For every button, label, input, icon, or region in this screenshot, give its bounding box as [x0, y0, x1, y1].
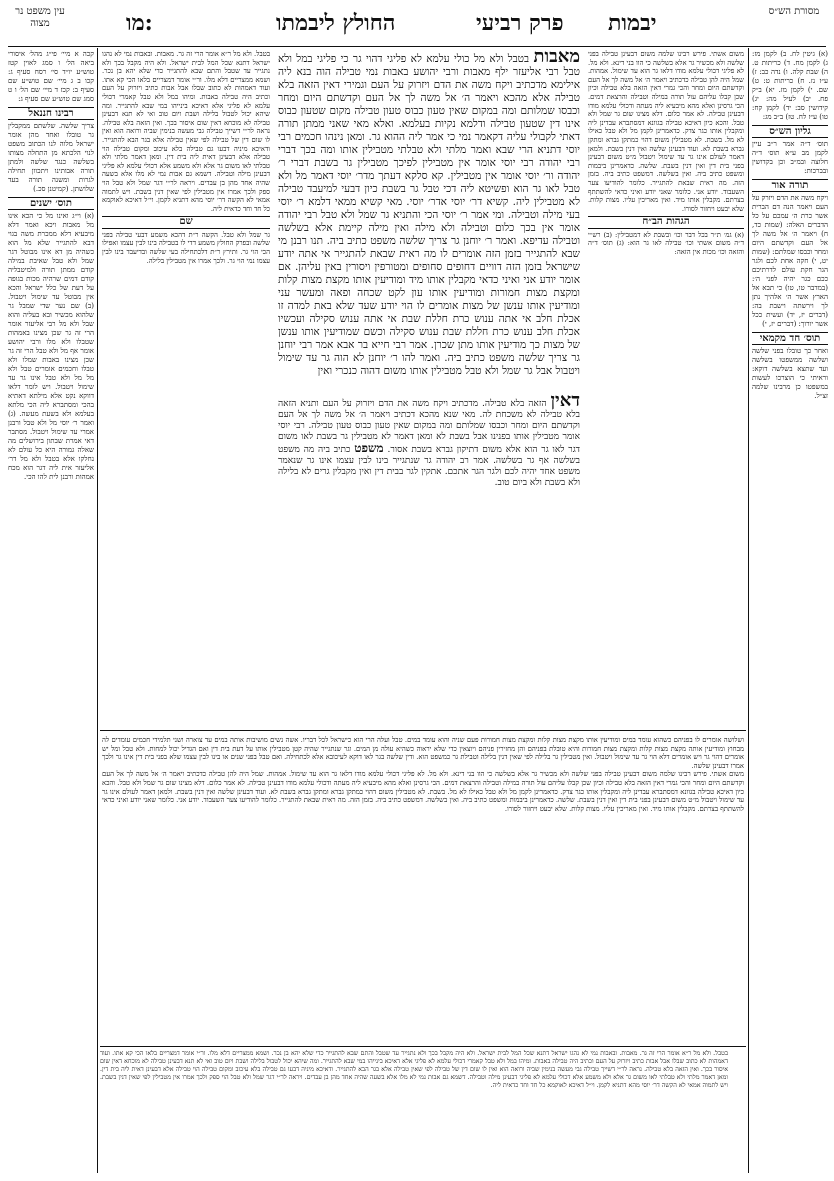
gemara-intro-word: מאבות: [533, 50, 580, 67]
gilyon-title: גליון הש״ס: [752, 125, 828, 138]
hagahot-text: (א) גמ׳ ת״ר בכל דבר וכו׳ ובשבת לא דמטבילין: (ב) רש״י ד״ה משום אשתי וכו׳ טבילה לאו גר הוא: (ג) תוס׳ ד״ה והזאה וכו׳ מכות אין הזאה:: [588, 230, 744, 257]
rishonim-title: תוס׳ חד מקמאי: [752, 332, 828, 345]
page-number: מו:: [126, 10, 153, 36]
mishpat-label: משפט: [354, 441, 384, 455]
tosafot-yeshanim-title: תוס׳ ישנים: [8, 197, 94, 210]
rishonim-text: ואחר כך טובלו בפני שלשה ושלשה ממשפטו בשלשה ועד שתצא בשלשה דוקא: וראיתי כי הוצרכו לעשות במשפטו כן מרבינו שלמה זצ״ל.: [752, 347, 828, 400]
mishpat-text: כתיב ביה מה משפט בשלשה אף גר בשלשה. אמר רב יהודה גר שנתגייר בינו לבין עצמו אינו גר שנאמר משפט אחד יהיה לכם ולגר הגר אתכם. אתקין לגר בבית דין ואין מקבלין גרים לא בלילה ולא בשבת ולא ביום טוב.: [278, 445, 580, 488]
right-margin-column: [752, 50, 828, 1050]
bottom-commentary: [102, 736, 744, 1046]
tosafot-column: [102, 50, 270, 725]
gilyon-text: תוס׳ ד״ה אמר ר״ב עיין לקמן מב ע״א תוס׳ ד״ה חלוצה ובמ״ב וכן בקדושין ובברכות:: [752, 140, 828, 175]
gemara-lower-lead: דאין: [550, 395, 580, 411]
footer-notes-text: בטבל. ולא מל ר״א אומר הרי זה גר. מאבות. ובאבות נמי לא נהגו ישראל דתנא שכל המל לבית ישראל. ולא היה מקבל בכך ולא נתגייר עד שטבל והתם שבא להתגייר כדי שלא יהא בן נכר. ושמא ממצריים דלא מלו. ור״י אומר דמצריים בלאו הכי קא אתו. ועוד דאמהות לא כתוב שבלו אבל אבות כתיב ויזרוק על העם וכתיב היה טבילה באבות. ומיהו במל ולא טבל קאמרי דכולי עלמא לא פליגי אלא דאיכא בינייהו במי שבא להתגייר. ומה שיהא יכול לטבול בלילה ושבת ויום טוב ואי לא תנא דבעינן טבילה לא מוכחא דאין שום איסור בכך. ואין הזאה בלא טבילה. נראה לר״י דשייך טבילה גבי מעשה בנימין שביה ורואה הוא ואין לו שום דין של טבילה לפי שאין טבילה אלא בגר הבא להתגייר. ודאיכא מיניה דבעו גם טבילה בלא עיכוב ומקום טבילה הוי טבילה אלא דבעינן דאית ליה בית דין. ומאן דאמר מלתי ולא טבלתי לאו משום גר אלא ולא משמע אלא דכולי עלמא לא פליגי דבעינן מילה וטבילה. דשמא גם אבות נמי לא מלו אלא בשעה שהיה אחד מהן בן עבדים. ויראה לר״י דגר שמל ולא טבל הוי ספק ולכך אמרו אין מטבילין לפי שאין דנין בשבת. ויש לתמוה אמאי לא הקשה דר׳ יוסי מהא דתניא לקמן. וי״ל דאיכא לאוקמא כל חד וחד כדאית ליה.: [100, 1050, 728, 1089]
hagahot-title: הגהות הב״ח: [588, 216, 744, 229]
tosafot-second-title: שם: [102, 216, 270, 229]
footer-divider: [100, 1046, 746, 1047]
torah-or-text: ויקח משה את הדם ויזרק על העם ויאמר הנה דם הברית אשר כרת ה׳ עמכם על כל הדברים האלה: (שמות כד, ח) ויאמר ה׳ אל משה לך אל העם וקדשתם היום ומחר וכבסו שמלתם: (שמות יט, י) חקה אחת לכם ולגר הגר חקת עולם לדרתיכם ככם כגר יהיה לפני ה׳: (במדבר טו, טו) כי תבא אל הארץ אשר ה׳ אלהיך נתן לך וירשתה וישבת בה: (דברים יז, יד) ועשית ככל אשר יורוך: (דברים יז, י): [752, 194, 828, 328]
right-margin-divider: [748, 48, 749, 1173]
tosafot-second-text: גר שמל ולא טבל. הקשה ר״ת דהכא משמע דבעי טבילה בפני שלשה ובפרק החולץ משמע דדי לו בטבילה בינו לבין עצמו ואפילו הכי הוי גר. ותירץ ר״ת דלכתחילה בעי שלשה ובדיעבד בינו לבין עצמו נמי הוי גר. ולכך אמרו אין מטבילין בלילה.: [102, 230, 270, 265]
rashi-column: [588, 50, 744, 730]
left-margin-divider: [97, 48, 98, 1173]
perek-label: פרק רביעי: [476, 10, 564, 36]
torah-or-title: תורה אור: [752, 179, 828, 192]
tractate-name: יבמות: [608, 10, 657, 36]
mesorat-text: (א) גיטין לח. ב) לקמן מז: ג) לקמן מח. ד) כריתות ט. ה) שבת קלה. ו) נדה כב: ז) ע״ז נז. ח) כריתות ט: ט) שם. י) לקמן מז. יא) ב״ק פח. יב) לעיל מה: יג) קידושין סב: יד) לקמן קח: טו) ע״ז לח. טז) ב״ב מג:: [752, 50, 828, 121]
rabbeinu-chananel-title: רבינו חננאל: [8, 107, 94, 120]
page-header: [8, 6, 826, 47]
bottom-commentary-rashi-cont: משום אשתי. פירש רבינו שלמה משום דבעינן טבילה בפני שלשה ולא מכשיר גר אלא בשלשה כי הוו בני דינא. ולא מל. לא פליגי דכולי עלמא מודו דלאו גר הוא עד שימול. אמהות. שמל היה להן טבילה כדכתיב ויאמר ה׳ אל משה לך אל העם וקדשתם היום ומחר והכי גמרי דאין הזאה בלא טבילה וכיון שכן קבלו עליהם עול תורה במילה וטבילה והרצאת דמים. הכי גרסינן ואלא מהא מיבעיא ליה מעתה ודכולי עלמא מודו דבעינן טבילה. לא אמר כלום. דלא מצינו שום גר שמל ולא טבל. והכא כיון דאיכא טבילה בגוונא דמסתברא עבדינן ליה ומקבלין אותו כגר צדק. כדאמרינן לקמן מל ולא טבל כאילו לא מל. בשבת. לא מטבילין משום דהוי כמתקן גברא ומתקן גברא בשבת לא. ועוד דבעינן שלשה ואין דנין בשבת. ולמאן דאמר לעולם אינו גר עד שימול ויטבול מ״ט משום דבעינן בפני בית דין ואין דנין בשבת. שלשה. כדאמרינן ביבמות ומשפט כתיב ביה. ואין בשלשה. דמשפט כתיב ביה. בזמן הזה. מה ראית שבאת להתגייר. כלומר להודיעו צער השעבוד. יודע אני. כלומר שאני יודע ואיני כדאי להשתתף בצרתם. מקבלין אותו מיד. ואין מאריכין עליו. מצות קלות. שלא יבעט ויחזור לסורו.: [102, 770, 744, 813]
bottom-commentary-text: ושלושה אומרים לו בפניהם כשהוא עומד במים ומודיעין אותו מקצת מצות קלות ומקצת מצות חמורות פעם שניה והוא עומד במים. טבל ועלה הרי הוא כישראל לכל דבריו. אשה נשים מושיבות אותה במים עד צוארה ושני תלמידי חכמים עומדים לה מבחוץ ומודיעין אותה מקצת מצות קלות ומקצת מצות חמורות והיא טובלת בפניהם והן מחזירין פניהם ויוצאין כדי שלא יראוה כשהיא עולה מן המים. וגר שנתגייר שהיה קטן מטבילין אותו על דעת בית דין ואם הגדיל יכול למחות. ולא טבל ומל יש אומרים דהוי גר ויש אומרים דלא הוי גר עד שימול ויטבול. ואין מטבילין גר בלילה לפי שאין דנין בלילה וטבילת גר כמשפט הוא. ודין שלשה בגר לאו דוקא לעיכובא אלא לכתחילה. ואם טבל בפני שנים או בינו לבין עצמו שלא בפני בית דין אינו גר ולכך אמרו דבעינן שלשה.: [102, 736, 744, 770]
gemara-lower: [278, 395, 580, 720]
chapter-name: החולץ ליבמתו: [276, 10, 396, 36]
left-margin-column: [8, 50, 94, 1050]
tosafot-text: בטבל. ולא מל ר״א אומר הרי זה גר. מאבות. ובאבות נמי לא נהגו ישראל דתנא שכל המל לבית ישראל. ולא היה מקבל בכך ולא נתגייר עד שטבל והתם שבא להתגייר כדי שלא יהא בן נכר. ושמא ממצריים דלא מלו. ור״י אומר דמצריים בלאו הכי קא אתו. ועוד דאמהות לא כתוב שבלו אבל אבות כתיב ויזרוק על העם וכתיב היה טבילה באבות. ומיהו במל ולא טבל קאמרי דכולי עלמא לא פליגי אלא דאיכא בינייהו במי שבא להתגייר. ומה שיהא יכול לטבול בלילה ושבת ויום טוב ואי לא תנא דבעינן טבילה לא מוכחא דאין שום איסור בכך. ואין הזאה בלא טבילה. נראה לר״י דשייך טבילה גבי מעשה בנימין שביה ורואה הוא ואין לו שום דין של טבילה לפי שאין טבילה אלא בגר הבא להתגייר. ודאיכא מיניה דבעו גם טבילה בלא עיכוב ומקום טבילה הוי טבילה אלא דבעינן דאית ליה בית דין. ומאן דאמר מלתי ולא טבלתי לאו משום גר אלא ולא משמע אלא דכולי עלמא לא פליגי דבעינן מילה וטבילה. דשמא גם אבות נמי לא מלו אלא בשעה שהיה אחד מהן בן עבדים. ויראה לר״י דגר שמל ולא טבל הוי ספק ולכך אמרו אין מטבילין לפי שאין דנין בשבת. ויש לתמוה אמאי לא הקשה דר׳ יוסי מהא דתניא לקמן. וי״ל דאיכא לאוקמא כל חד וחד כדאית ליה.: [102, 50, 270, 213]
footer-notes: [100, 1050, 728, 1170]
tosafot-yeshanim-text: (א) וי״ג ואינו מל כי הכא אינו מל מאבות ויכא ואמר דלא מיבעיא דלא ממכרת משה בגוי דבא להתגייר שלא מל הוא כשהיה מן דא אינו מבוטל דגר שמל ולא טבל שאיבת במילה קודם ממתן תורה ולמיטבליה קודם דמים שרהיה מכות בגופה על דעת של כלל ישראל והכא אין מבוטל עד שימול ויטבול. (ב) שם נער שדי שמבל גר שלהוא מכשיר ובא בעליה והוא שבל ולא מל רבי אליעזר אומר הרי זה גר שכן מצינו באמהות שטבלו ולא מלו ורבי יהושע אומר אף מל ולא טבל הרי זה גר שכן מצינו באבות שמלו ולא טבלו וחכמים אומרים טבל ולא מל מל ולא טבל אינו גר עד שימול ויטבול. ויש לומר דלאו דווקא נקט אלא מילתא דאתיא בהכי ומסתברא ליה הכי מלתא בעלמא ולא בשעת מעשה. (ג) ואמר ר׳ יוסי מל ולא טבל ורבנן אמרי עד שימול ויטבול. מסתבר דאי אמרת שבתון בירושלים מה שאלה גמורה היא כל עולם לא נחלקו אלא בטבל ולא מל דר׳ אליעזר אית ליה דגר הוא מכח אמהות ורבנן לית להו הכי.: [8, 212, 94, 481]
gemara-text: בטבל ולא מל כולי עלמא לא פליגי דהוי גר כי פליגי במל ולא טבל רבי אליעזר ילף מאבות ורבי יהושע באבות נמי טבילה הוה בנא ליה אילימא מדכתיב ויקח משה את הדם ויזרוק על העם וגמירי דאין הזאה בלא טבילה אלא מהכא ויאמר ה׳ אל משה לך אל העם וקדשתם היום ומחר וכבסו שמלותם ומה במקום שאין טעון כבוס טעון טבילה מקום שטעון כבוס אינו דין שטעון טבילה ודלמא נקיות בעלמא. ואלא מאי שאני ממתן תורה דאתי לקבולי עליה דקאמר נמי כי אמר ליה ההוא גר. ומאן נינהו חכמים רבי יוסי דתניא הרי שבא ואמר מלתי ולא טבלתי מטבילין אותו ומה בכך דברי רבי יהודה רבי יוסי אומר אין מטבילין לפיכך מטבילין גר בשבת דברי ר׳ יהודה ור׳ יוסי אומר אין מטבילין. קא סלקא דעתך מדר׳ יוסי דאמר מל ולא טבל לאו גר הוא ופשיטא ליה דכי טבל גר בשבת כיון דבעי למיעבד טבילה לא מטבילין ליה. קשיא דר׳ יוסי אדר׳ יוסי. מאי קשיא ממאי דלמא ר׳ יוסי בעי מילה וטבילה. ומי אמר ר׳ יוסי הכי והתניא גר שמל ולא טבל רבי יהודה אומר אין בכך כלום וטבילה ולא מילה ואין מילה קיימת אלא בשלשה וטבילה עדיפא. ואמר ר׳ יוחנן גר צריך שלשה משפט כתיב ביה. תנו רבנן מי שבא להתגייר בזמן הזה אומרים לו מה ראית שבאת להתגייר אי אתה יודע שישראל בזמן הזה דוויים דחופים סחופים ומטורפין ויסורין באין עליהן. אם אומר יודע אני ואיני כדאי מקבלין אותו מיד ומודיעין אותו מקצת מצות קלות ומקצת מצות חמורות ומודיעין אותו עון לקט שכחה ופאה ומעשר עני ומודיעין אותו ענשן של מצות אומרים לו הוי יודע שעד שלא באת למדה זו אכלת חלב אי אתה ענוש כרת חללת שבת אי אתה ענוש סקילה ועכשיו אכלת חלב ענוש כרת חללת שבת ענוש סקילה וכשם שמודיעין אותו ענשן של מצות כך מודיעין אותו מתן שכרן. אמר רבי חייא בר אבא אמר רבי יוחנן גר צריך שלשה משפט כתיב ביה. ואמר להו ר׳ יוחנן לא הוה גר עד שימול ויטבול אבל גר שמל ולא טבל מטבילין אותו משום דהוה כנכרי ואין: [278, 53, 580, 377]
gemara-lower-text: הזאה בלא טבילה. מדכתיב ויקח משה את הדם ויזרוק על העם ותניא הזאה בלא טבילה לא משכחת לה. מאי שנא מהכא דכתיב ויאמר ה׳ אל משה לך אל העם וקדשתם היום ומחר וכבסו שמלותם ומה במקום שאין טעון כבוס טעון טבילה. רבי יוסי אומר מטבילין אותו בפנינו אבל בשבת לא ומאן דאמר לא מטבילין גר בשבת לאו משום דגר לאו גר הוא אלא משום דתיקון גברא בשבת אסור.: [278, 399, 580, 455]
rashi-text: משום אשתי. פירש רבינו שלמה משום דבעינן טבילה בפני שלשה ולא מכשיר גר אלא בשלשה כי הוו בני דינא. ולא מל. לא פליגי דכולי עלמא מודו דלאו גר הוא עד שימול. אמהות. שמל היה להן טבילה כדכתיב ויאמר ה׳ אל משה לך אל העם וקדשתם היום ומחר והכי גמרי דאין הזאה בלא טבילה וכיון שכן קבלו עליהם עול תורה במילה וטבילה והרצאת דמים. הכי גרסינן ואלא מהא מיבעיא ליה מעתה ודכולי עלמא מודו דבעינן טבילה. לא אמר כלום. דלא מצינו שום גר שמל ולא טבל. והכא כיון דאיכא טבילה בגוונא דמסתברא עבדינן ליה ומקבלין אותו כגר צדק. כדאמרינן לקמן מל ולא טבל כאילו לא מל. בשבת. לא מטבילין משום דהוי כמתקן גברא ומתקן גברא בשבת לא. ועוד דבעינן שלשה ואין דנין בשבת. ולמאן דאמר לעולם אינו גר עד שימול ויטבול מ״ט משום דבעינן בפני בית דין ואין דנין בשבת. שלשה. כדאמרינן ביבמות ומשפט כתיב ביה. ואין בשלשה. דמשפט כתיב ביה. בזמן הזה. מה ראית שבאת להתגייר. כלומר להודיעו צער השעבוד. יודע אני. כלומר שאני יודע ואיני כדאי להשתתף בצרתם. מקבלין אותו מיד. ואין מאריכין עליו. מצות קלות. שלא יבעט ויחזור לסורו.: [588, 50, 744, 213]
gemara-upper: [278, 50, 580, 390]
ein-mishpat-text: קכה א מיי׳ פי״ג מהל׳ איסורי ביאה הל׳ ו סמג לאוין קטז טוש״ע יו״ד סי׳ רסח סעיף ג: קכו ב ג מיי׳ שם טוש״ע שם סעיף ב: קכז ד מיי׳ שם הל׳ ו ט סמג שם טוש״ע שם סעיף ג:: [8, 50, 94, 103]
mesorat-heading: מסורת הש״ס: [768, 6, 820, 17]
ein-mishpat-heading: עין משפט נר מצוה: [15, 6, 65, 29]
lower-divider: [100, 730, 746, 731]
rabbeinu-chananel-text: צריך שלשה. שלשתם ממקבלין גר טובלו ואחד מהן אומר ישראל מלוה לנו הכתוב משפט לנוי הלכתא מן התחלה מצותו בשלשה כנגד שלשה ולמתן תורה אבותינו ויתכוון תחילה לגרות ומשנה תורה בעד שלושתן. (קמיטנן סכ.): [8, 122, 94, 193]
